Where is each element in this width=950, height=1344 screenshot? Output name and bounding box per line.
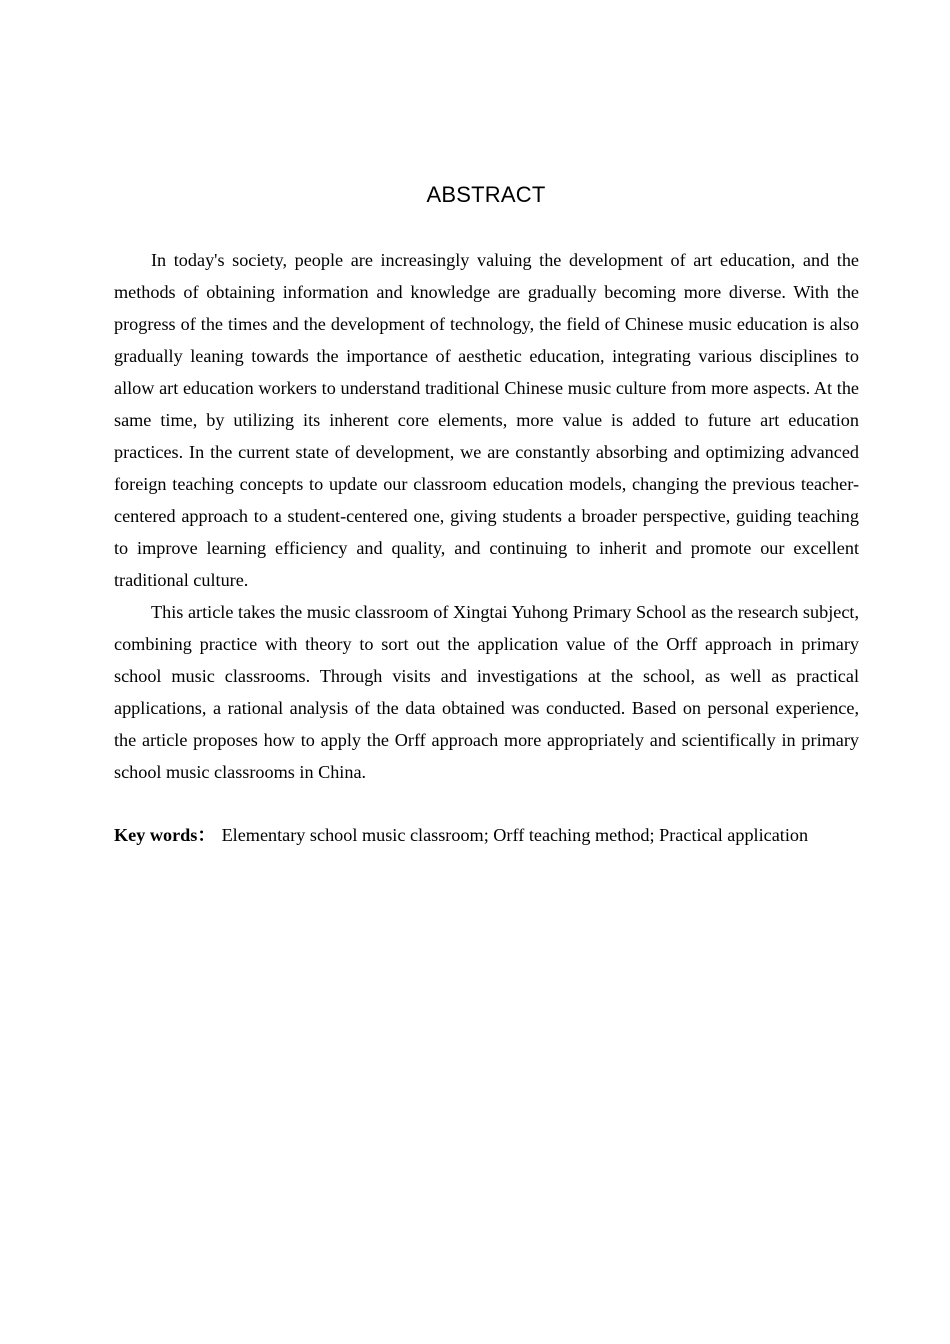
keywords-separator: ：	[197, 825, 216, 845]
abstract-paragraph-2: This article takes the music classroom of Xingtai Yuhong Primary School as the research subject, combining practice with theory to sort out the application value of the Orff approach in primary school music classrooms. Through visits and investigations at the school, as well as practical applications, a rational analysis of the data obtained was conducted. Based on personal experience, the article proposes how to apply the Orff approach more appropriately and scientifically in primary school music classrooms in China.	[114, 602, 859, 782]
abstract-title: ABSTRACT	[426, 182, 546, 207]
keywords-text: Elementary school music classroom; Orff teaching method; Practical application	[221, 825, 809, 845]
keywords-line	[114, 819, 874, 851]
abstract-body	[114, 244, 859, 788]
keywords-label: Key words	[114, 825, 198, 845]
abstract-paragraph-1: In today's society, people are increasingly valuing the development of art education, and the methods of obtaining information and knowledge are gradually becoming more diverse. With the progress of the times and the development of technology, the field of Chinese music education is also gradually leaning towards the importance of aesthetic education, integrating various disciplines to allow art education workers to understand traditional Chinese music culture from more aspects. At the same time, by utilizing its inherent core elements, more value is added to future art education practices. In the current state of development, we are constantly absorbing and optimizing advanced foreign teaching concepts to update our classroom education models, changing the previous teacher-centered approach to a student-centered one, giving students a broader perspective, guiding teaching to improve learning efficiency and quality, and continuing to inherit and promote our excellent traditional culture.	[114, 250, 859, 590]
